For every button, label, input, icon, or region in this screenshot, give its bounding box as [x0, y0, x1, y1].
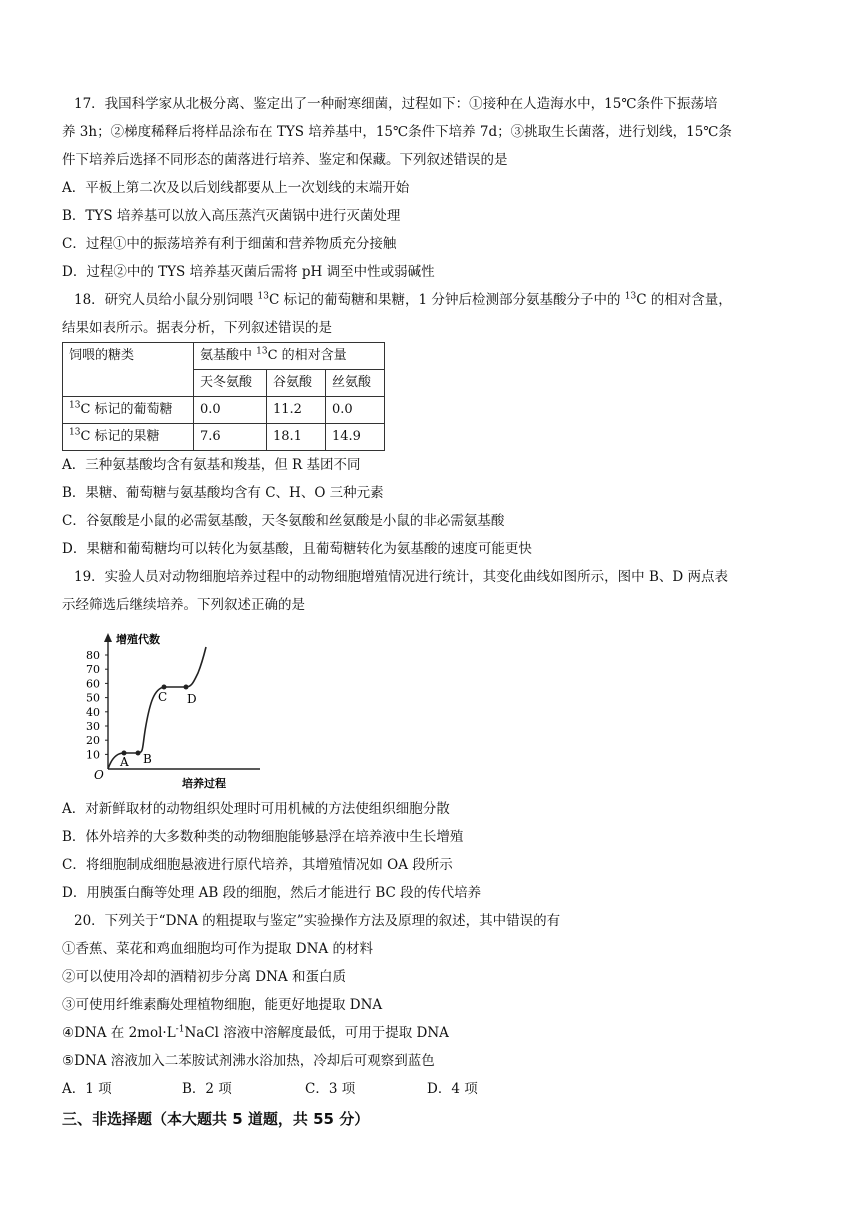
section-heading: 三、非选择题（本大题共 5 道题，共 55 分）: [62, 1110, 370, 1128]
q19-stem-line-2: 示经筛选后继续培养。下列叙述正确的是: [62, 597, 305, 613]
q18-option-d: D．果糖和葡萄糖均可以转化为氨基酸，且葡萄糖转化为氨基酸的速度可能更快: [62, 541, 532, 557]
q20-option-b: B．2 项: [182, 1081, 232, 1097]
row-label-text: C 标记的果糖: [80, 429, 160, 444]
point-d: [184, 685, 189, 690]
row-label-fructose: [63, 424, 194, 451]
row-label-text: C 标记的葡萄糖: [80, 402, 173, 417]
q17-option-a: A．平板上第二次及以后划线都要从上一次划线的末端开始: [62, 180, 410, 196]
unit-superscript: -1: [175, 1024, 185, 1035]
q18-stem-line-2: 结果如表所示。据表分析，下列叙述错误的是: [62, 320, 332, 336]
col-serine: 丝氨酸: [326, 370, 385, 397]
label-d: D: [187, 692, 197, 706]
q18-option-c: C．谷氨酸是小鼠的必需氨基酸，天冬氨酸和丝氨酸是小鼠的非必需氨基酸: [62, 513, 505, 529]
q17-stem-line-3: 件下培养后选择不同形态的菌落进行培养、鉴定和保藏。下列叙述错误的是: [62, 152, 508, 168]
q20-option-a: A．1 项: [62, 1081, 112, 1097]
q19-option-c: C．将细胞制成细胞悬液进行原代培养，其增殖情况如 OA 段所示: [62, 857, 453, 873]
proliferation-curve: [108, 647, 206, 769]
amino-acid-table: [62, 342, 385, 451]
y-tick-label: 30: [86, 720, 100, 733]
col-glutamic: 谷氨酸: [267, 370, 326, 397]
q19-option-a: A．对新鲜取材的动物组织处理时可用机械的方法使组织细胞分散: [62, 801, 450, 817]
table-header-row: [63, 343, 385, 370]
q20-options: [62, 1075, 802, 1103]
q20-option-d: D．4 项: [427, 1081, 478, 1097]
header-content-part-1: 氨基酸中: [200, 348, 257, 363]
q19-option-b: B．体外培养的大多数种类的动物细胞能够悬浮在培养液中生长增殖: [62, 829, 464, 845]
y-tick-label: 70: [86, 663, 100, 677]
row-label-glucose: [63, 397, 194, 424]
proliferation-graph: [72, 629, 272, 789]
proliferation-curve-svg: [72, 629, 272, 789]
label-b: B: [143, 752, 152, 766]
exam-content: [62, 90, 802, 1133]
y-tick-label: 80: [86, 649, 100, 662]
header-content-part-2: C 的相对含量: [267, 348, 347, 363]
table-row: [63, 424, 385, 451]
q19-option-d: D．用胰蛋白酶等处理 AB 段的细胞，然后才能进行 BC 段的传代培养: [62, 885, 482, 901]
q17-option-b: B．TYS 培养基可以放入高压蒸汽灭菌锅中进行灭菌处理: [62, 208, 401, 224]
point-c: [162, 685, 167, 690]
question-19: [62, 563, 802, 907]
q18-stem-part-3: C 的相对含量，: [636, 292, 732, 308]
table-cell: 0.0: [326, 397, 385, 424]
q20-stem: 20．下列关于“DNA 的粗提取与鉴定”实验操作方法及原理的叙述，其中错误的有: [74, 913, 561, 929]
y-axis-ticks: [86, 649, 108, 761]
question-20: [62, 907, 802, 1103]
label-a: A: [120, 755, 129, 769]
q18-option-b: B．果糖、葡萄糖与氨基酸均含有 C、H、O 三种元素: [62, 485, 384, 501]
y-tick-label: 20: [86, 734, 100, 748]
table-cell: 7.6: [194, 424, 267, 451]
isotope-superscript: 13: [256, 346, 268, 357]
y-tick-label: 40: [86, 705, 100, 719]
isotope-superscript: 13: [624, 291, 637, 302]
q20-statement-3: ③可使用纤维素酶处理植物细胞，能更好地提取 DNA: [62, 997, 383, 1013]
table-cell: 0.0: [194, 397, 267, 424]
y-axis-title: 增殖代数: [116, 633, 160, 646]
table-cell: 11.2: [267, 397, 326, 424]
q20-statement-5: ⑤DNA 溶液加入二苯胺试剂沸水浴加热，冷却后可观察到蓝色: [62, 1053, 435, 1069]
q20-statement-4-part-1: ④DNA 在 2mol·L: [62, 1025, 176, 1041]
q17-stem-line-2: 养 3h；②梯度稀释后将样品涂布在 TYS 培养基中，15℃条件下培养 7d；③挑取生长菌落，进行划线，15℃条: [62, 124, 732, 140]
q18-stem-line-1: [62, 286, 802, 314]
col-aspartic: 天冬氨酸: [194, 370, 267, 397]
point-b: [136, 751, 141, 756]
q18-stem-part-2: C 标记的葡萄糖和果糖，1 分钟后检测部分氨基酸分子中的: [268, 292, 625, 308]
y-tick-label: 60: [86, 677, 100, 691]
header-relative-content: [194, 343, 385, 370]
table-cell: 14.9: [326, 424, 385, 451]
x-axis-title: 培养过程: [182, 777, 226, 789]
q18-option-a: A．三种氨基酸均含有氨基和羧基，但 R 基团不同: [62, 457, 361, 473]
q20-statement-4: [62, 1019, 802, 1047]
q20-statement-1: ①香蕉、菜花和鸡血细胞均可作为提取 DNA 的材料: [62, 941, 373, 957]
header-sugar-type: 饲喂的糖类: [63, 343, 194, 397]
question-17: [62, 90, 802, 286]
table-row: [63, 397, 385, 424]
q17-option-c: C．过程①中的振荡培养有利于细菌和营养物质充分接触: [62, 236, 397, 252]
q20-statement-4-part-2: NaCl 溶液中溶解度最低，可用于提取 DNA: [184, 1025, 449, 1041]
label-c: C: [158, 690, 168, 704]
q17-stem-line-1: 17．我国科学家从北极分离、鉴定出了一种耐寒细菌，过程如下：①接种在人造海水中，15℃条件下振荡培: [74, 96, 718, 112]
q18-stem-part-1: 18．研究人员给小鼠分别饲喂: [74, 292, 258, 308]
isotope-superscript: 13: [69, 400, 81, 411]
q20-statement-2: ②可以使用冷却的酒精初步分离 DNA 和蛋白质: [62, 969, 346, 985]
y-axis-arrow: [104, 633, 112, 642]
y-tick-label: 50: [86, 691, 100, 705]
y-tick-label: 10: [86, 748, 100, 762]
isotope-superscript: 13: [257, 291, 269, 302]
q20-option-c: C．3 项: [305, 1081, 356, 1097]
q17-option-d: D．过程②中的 TYS 培养基灭菌后需将 pH 调至中性或弱碱性: [62, 264, 435, 280]
question-18: [62, 286, 802, 563]
q19-stem-line-1: 19．实验人员对动物细胞培养过程中的动物细胞增殖情况进行统计，其变化曲线如图所示，图中 B、D 两点表: [74, 569, 729, 585]
isotope-superscript: 13: [69, 427, 81, 438]
origin-label: O: [94, 768, 104, 782]
table-cell: 18.1: [267, 424, 326, 451]
